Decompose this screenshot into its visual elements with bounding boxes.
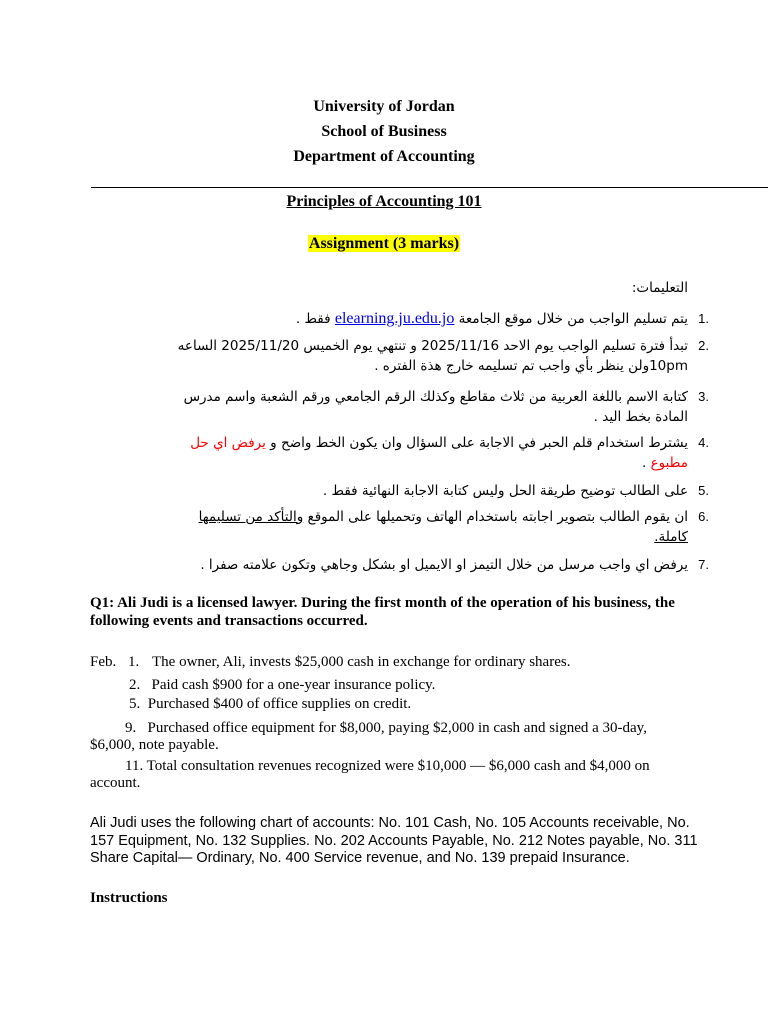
elearning-link[interactable]: elearning.ju.edu.jo <box>334 310 455 327</box>
item-number: 4. <box>698 435 709 450</box>
transaction-month: Feb. <box>90 654 117 670</box>
item-text-end: فقط . <box>295 311 331 327</box>
school-name: School of Business <box>321 123 447 140</box>
question-1: Q1: Ali Judi is a licensed lawyer. During the first month of the operation of his business, the following events and transactions occurred. <box>90 595 675 629</box>
item-text: على الطالب توضيح طريقة الحل وليس كتابة الاجابة النهائية فقط . <box>322 483 688 499</box>
item-text: ان يقوم الطالب بتصوير اجابته باستخدام الهاتف وتحميلها على الموقع <box>307 509 688 525</box>
course-title: Principles of Accounting 101 <box>286 193 482 210</box>
rejection-warning: يرفض اي حل <box>190 435 266 451</box>
instruction-item-7 <box>128 555 709 575</box>
item-line1: تبدأ فترة تسليم الواجب يوم الاحد 2025/11/16 و تنتهي يوم الخميس 2025/11/20 الساعه <box>177 338 688 354</box>
instruction-item-4 <box>88 433 709 473</box>
item-number: 5. <box>698 483 709 498</box>
rejection-warning-end: مطبوع <box>650 455 688 471</box>
item-number: 7. <box>698 557 709 572</box>
course-title-wrap <box>0 193 768 211</box>
transaction-2: 2. Paid cash $900 for a one-year insurance policy. <box>129 677 436 693</box>
item-text: يرفض اي واجب مرسل من خلال التيمز او الايميل او بشكل وجاهي وتكون علامته صفرا . <box>200 557 688 573</box>
transaction-4: 9. Purchased office equipment for $8,000, paying $2,000 in cash and signed a 30-day, $6,000, note payable. <box>90 720 651 753</box>
instruction-item-1 <box>128 309 709 329</box>
item-line1: كتابة الاسم باللغة العربية من ثلاث مقاطع وكذلك الرقم الجامعي ورقم الشعبة واسم مدرس <box>183 389 688 405</box>
instruction-item-2 <box>88 336 709 376</box>
assignment-label-wrap <box>0 235 768 253</box>
instructions-heading: التعليمات: <box>631 280 688 296</box>
transaction-1: The owner, Ali, invests $25,000 cash in exchange for ordinary shares. <box>152 654 571 670</box>
header-divider <box>91 187 768 188</box>
item-underlined: والتأكد من تسليمها <box>198 509 304 525</box>
item-number: 3. <box>698 389 709 404</box>
transaction-number: 1. <box>128 654 140 670</box>
item-line2: المادة بخط اليد . <box>593 409 688 425</box>
item-number: 6. <box>698 509 709 524</box>
item-text: يتم تسليم الواجب من خلال موقع الجامعة <box>458 311 688 327</box>
item-text-end: . <box>641 455 647 471</box>
instruction-item-3 <box>88 387 709 427</box>
instructions-label: Instructions <box>90 890 168 906</box>
item-line2: 10pmولن ينظر بأي واجب تم تسليمه خارج هذة الفتره . <box>374 358 688 374</box>
university-name: University of Jordan <box>313 98 455 115</box>
item-text: يشترط استخدام قلم الحبر في الاجابة على السؤال وان يكون الخط واضح و <box>270 435 688 451</box>
department-name: Department of Accounting <box>293 148 475 165</box>
item-number: 1. <box>698 311 709 326</box>
instruction-item-5 <box>128 481 709 501</box>
transaction-5: 11. Total consultation revenues recognized were $10,000 — $6,000 cash and $4,000 on account. <box>90 758 654 791</box>
chart-of-accounts: Ali Judi uses the following chart of accounts: No. 101 Cash, No. 105 Accounts receivable, No. 157 Equipment, No. 132 Supplies. No. 202 Accounts Payable, No. 212 Notes payable, No. 311 Share Capital— Ordinary, No. 400 Service revenue, and No. 139 prepaid Insurance. <box>90 815 698 866</box>
transaction-3: 5. Purchased $400 of office supplies on credit. <box>129 696 412 712</box>
assignment-label: Assignment (3 marks) <box>308 235 460 252</box>
instruction-item-6 <box>128 507 709 547</box>
item-number: 2. <box>698 338 709 353</box>
item-line2: كاملة. <box>654 529 688 545</box>
